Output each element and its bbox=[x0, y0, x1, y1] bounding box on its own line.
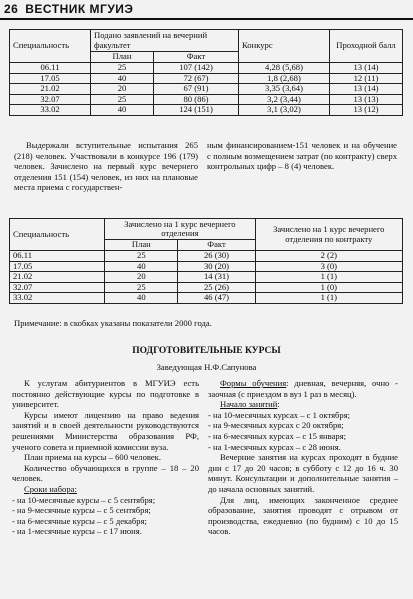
cell: 33.02 bbox=[10, 293, 105, 304]
left-column bbox=[12, 378, 199, 537]
cell: 1 (1) bbox=[255, 272, 402, 283]
intro-text: К услугам абитуриентов в МГУИЭ есть постоянно действующие курсы по подготовке в университет. bbox=[12, 378, 199, 410]
page-header bbox=[4, 2, 133, 16]
deadlines-label: Сроки набора: bbox=[24, 483, 77, 494]
cell: 25 bbox=[91, 94, 154, 105]
cell: 3 (0) bbox=[255, 261, 402, 272]
cell: 20 bbox=[105, 272, 178, 283]
list-item: - на 10-месячных курсах – с 1 октября; bbox=[208, 409, 351, 420]
cell: 13 (14) bbox=[330, 63, 403, 74]
cell: 06.11 bbox=[10, 63, 91, 74]
table-row bbox=[10, 293, 403, 304]
list-item: - на 9-месячных курсах с 20 октября; bbox=[208, 420, 344, 431]
cell: 1,8 (2,68) bbox=[239, 73, 330, 84]
cell: 2 (2) bbox=[255, 251, 402, 262]
cell: 06.11 bbox=[10, 251, 105, 262]
list-item: - на 1-месячных курсах – с 28 июня. bbox=[208, 441, 341, 452]
col-header-specialty: Специальность bbox=[10, 219, 105, 251]
note bbox=[14, 318, 394, 329]
cell: 17.05 bbox=[10, 73, 91, 84]
col-header-plan: План bbox=[105, 240, 178, 251]
col-header-fact: Факт bbox=[178, 240, 255, 251]
table-row bbox=[10, 63, 403, 74]
cell: 32.07 bbox=[10, 282, 105, 293]
header-rule bbox=[0, 18, 413, 20]
col-header-fact: Факт bbox=[154, 52, 239, 63]
col-header-contract: Зачислено на 1 курс вечернего отделения по контракту bbox=[255, 219, 402, 251]
list-item: - на 9-месячные курсы – с 5 сентября; bbox=[12, 505, 151, 516]
cell: 40 bbox=[105, 293, 178, 304]
table-row bbox=[10, 73, 403, 84]
table-row bbox=[10, 282, 403, 293]
cell: 21.02 bbox=[10, 84, 91, 95]
cell: 30 (20) bbox=[178, 261, 255, 272]
col-header-enrolled: Зачислено на 1 курс вечернего отделения bbox=[105, 219, 255, 240]
cell: 25 bbox=[91, 63, 154, 74]
funding-text: ным финансированием-151 человек и на обучение с полным возмещением затрат (по контракту) сверх контрольных цифр – 8 (4) человек. bbox=[207, 140, 397, 172]
cell: 40 bbox=[91, 73, 154, 84]
table-row bbox=[10, 84, 403, 95]
section-title: ПОДГОТОВИТЕЛЬНЫЕ КУРСЫ bbox=[132, 346, 281, 356]
enrollment-table bbox=[9, 218, 403, 304]
table-row bbox=[10, 251, 403, 262]
cell: 14 (31) bbox=[178, 272, 255, 283]
cell: 25 (26) bbox=[178, 282, 255, 293]
list-item: - на 6-месячные курсы – с 5 декабря; bbox=[12, 515, 147, 526]
col-header-submitted: Подано заявлений на вечерний факультет bbox=[91, 30, 239, 52]
cell: 20 bbox=[91, 84, 154, 95]
cell: 32.07 bbox=[10, 94, 91, 105]
cell: 21.02 bbox=[10, 272, 105, 283]
page-number: 26 bbox=[4, 2, 19, 16]
cell: 25 bbox=[105, 282, 178, 293]
cell: 12 (11) bbox=[330, 73, 403, 84]
table-row bbox=[10, 105, 403, 116]
evening-text: Вечерние занятия на курсах проходят в будние дни с 17 до 20 часов; в субботу с 12 до 16 ч. 30 минут. Консультации и дополнительные занятия – до начала основных занятий. bbox=[208, 452, 398, 494]
cell: 1 (1) bbox=[255, 293, 402, 304]
license-text: Курсы имеют лицензию на право ведения занятий и в своей деятельности руководствуются решениями Министерства образования РФ, ученого совета и приемной комиссии вуза. bbox=[12, 409, 199, 452]
cell: 72 (67) bbox=[154, 73, 239, 84]
plan-text: План приема на курсы – 600 человек. bbox=[24, 452, 162, 463]
exam-results-text: Выдержали вступительные испытания 265 (218) человек. Участвовали в конкурсе 196 (179) человек. Зачислено на первый курс вечернего отделения 151 (154) человек, из них на плановые места приема с государствен- bbox=[14, 140, 198, 193]
col-header-konkurs: Конкурс bbox=[239, 30, 330, 63]
cell: 107 (142) bbox=[154, 63, 239, 74]
cell: 124 (151) bbox=[154, 105, 239, 116]
list-item: - на 1-месячные курсы – с 17 июня. bbox=[12, 526, 142, 537]
cell: 3,35 (3,64) bbox=[239, 84, 330, 95]
cell: 46 (47) bbox=[178, 293, 255, 304]
cell: 3,1 (3,02) bbox=[239, 105, 330, 116]
col-header-ball: Проходной балл bbox=[330, 30, 403, 63]
section-head: Заведующая Н.Ф.Сапунова bbox=[156, 362, 257, 372]
exam-results-left bbox=[14, 140, 198, 193]
cell: 40 bbox=[91, 105, 154, 116]
forms-label: Формы обучения bbox=[220, 378, 287, 388]
cell: 13 (14) bbox=[330, 84, 403, 95]
cell: 33.02 bbox=[10, 105, 91, 116]
col-header-specialty: Специальность bbox=[10, 30, 91, 63]
cell: 13 (13) bbox=[330, 94, 403, 105]
forms-text: : дневная, вечерняя, очно - заочная (с приездом в вуз 1 раз в месяц). bbox=[208, 378, 399, 399]
cell: 17.05 bbox=[10, 261, 105, 272]
cell: 26 (30) bbox=[178, 251, 255, 262]
journal-title: ВЕСТНИК МГУИЭ bbox=[25, 2, 134, 16]
cell: 25 bbox=[105, 251, 178, 262]
cell: 40 bbox=[105, 261, 178, 272]
list-item: - на 10-месячные курсы – с 5 сентября; bbox=[12, 494, 156, 505]
right-column: Формы обучения: дневная, вечерняя, очно - заочная (с приездом в вуз 1 раз в месяц). Начало занятий: - на 10-месячных курсах – с 1 октября; - на 9-месячных курсах с 20 октября; - на 6-месячных курсах – с 15 января; - на 1-месячных курсах – с 28 июня. Вечерние занятия на курсах проходят в будние дни с 17 до 20 часов; в субботу с 12 до 16 ч. 30 минут. Консультации и дополнительные занятия – до начала основных занятий. Для лиц, имеющих законченное среднее образование, занятия проводят с отрывом от производства, ежедневно (по будним) с 10 до 15 часов. bbox=[208, 378, 399, 537]
cell: 3,2 (3,44) bbox=[239, 94, 330, 105]
table-row bbox=[10, 272, 403, 283]
table-row bbox=[10, 261, 403, 272]
cell: 80 (86) bbox=[154, 94, 239, 105]
note-text: Примечание: в скобках указаны показатели 2000 года. bbox=[14, 318, 212, 328]
col-header-plan: План bbox=[91, 52, 154, 63]
start-label: Начало занятий bbox=[220, 399, 278, 410]
cell: 67 (91) bbox=[154, 84, 239, 95]
cell: 13 (12) bbox=[330, 105, 403, 116]
cell: 4,28 (5,68) bbox=[239, 63, 330, 74]
table-row bbox=[10, 94, 403, 105]
applications-table bbox=[9, 29, 403, 116]
list-item: - на 6-месячных курсах – с 15 января; bbox=[208, 430, 347, 441]
group-size-text: Количество обучающихся в группе – 18 – 20 человек. bbox=[12, 462, 199, 484]
day-text: Для лиц, имеющих законченное среднее образование, занятия проводят с отрывом от производства, ежедневно (по будним) с 10 до 15 часов. bbox=[208, 494, 398, 537]
cell: 1 (0) bbox=[255, 282, 402, 293]
exam-results-right bbox=[207, 140, 397, 172]
